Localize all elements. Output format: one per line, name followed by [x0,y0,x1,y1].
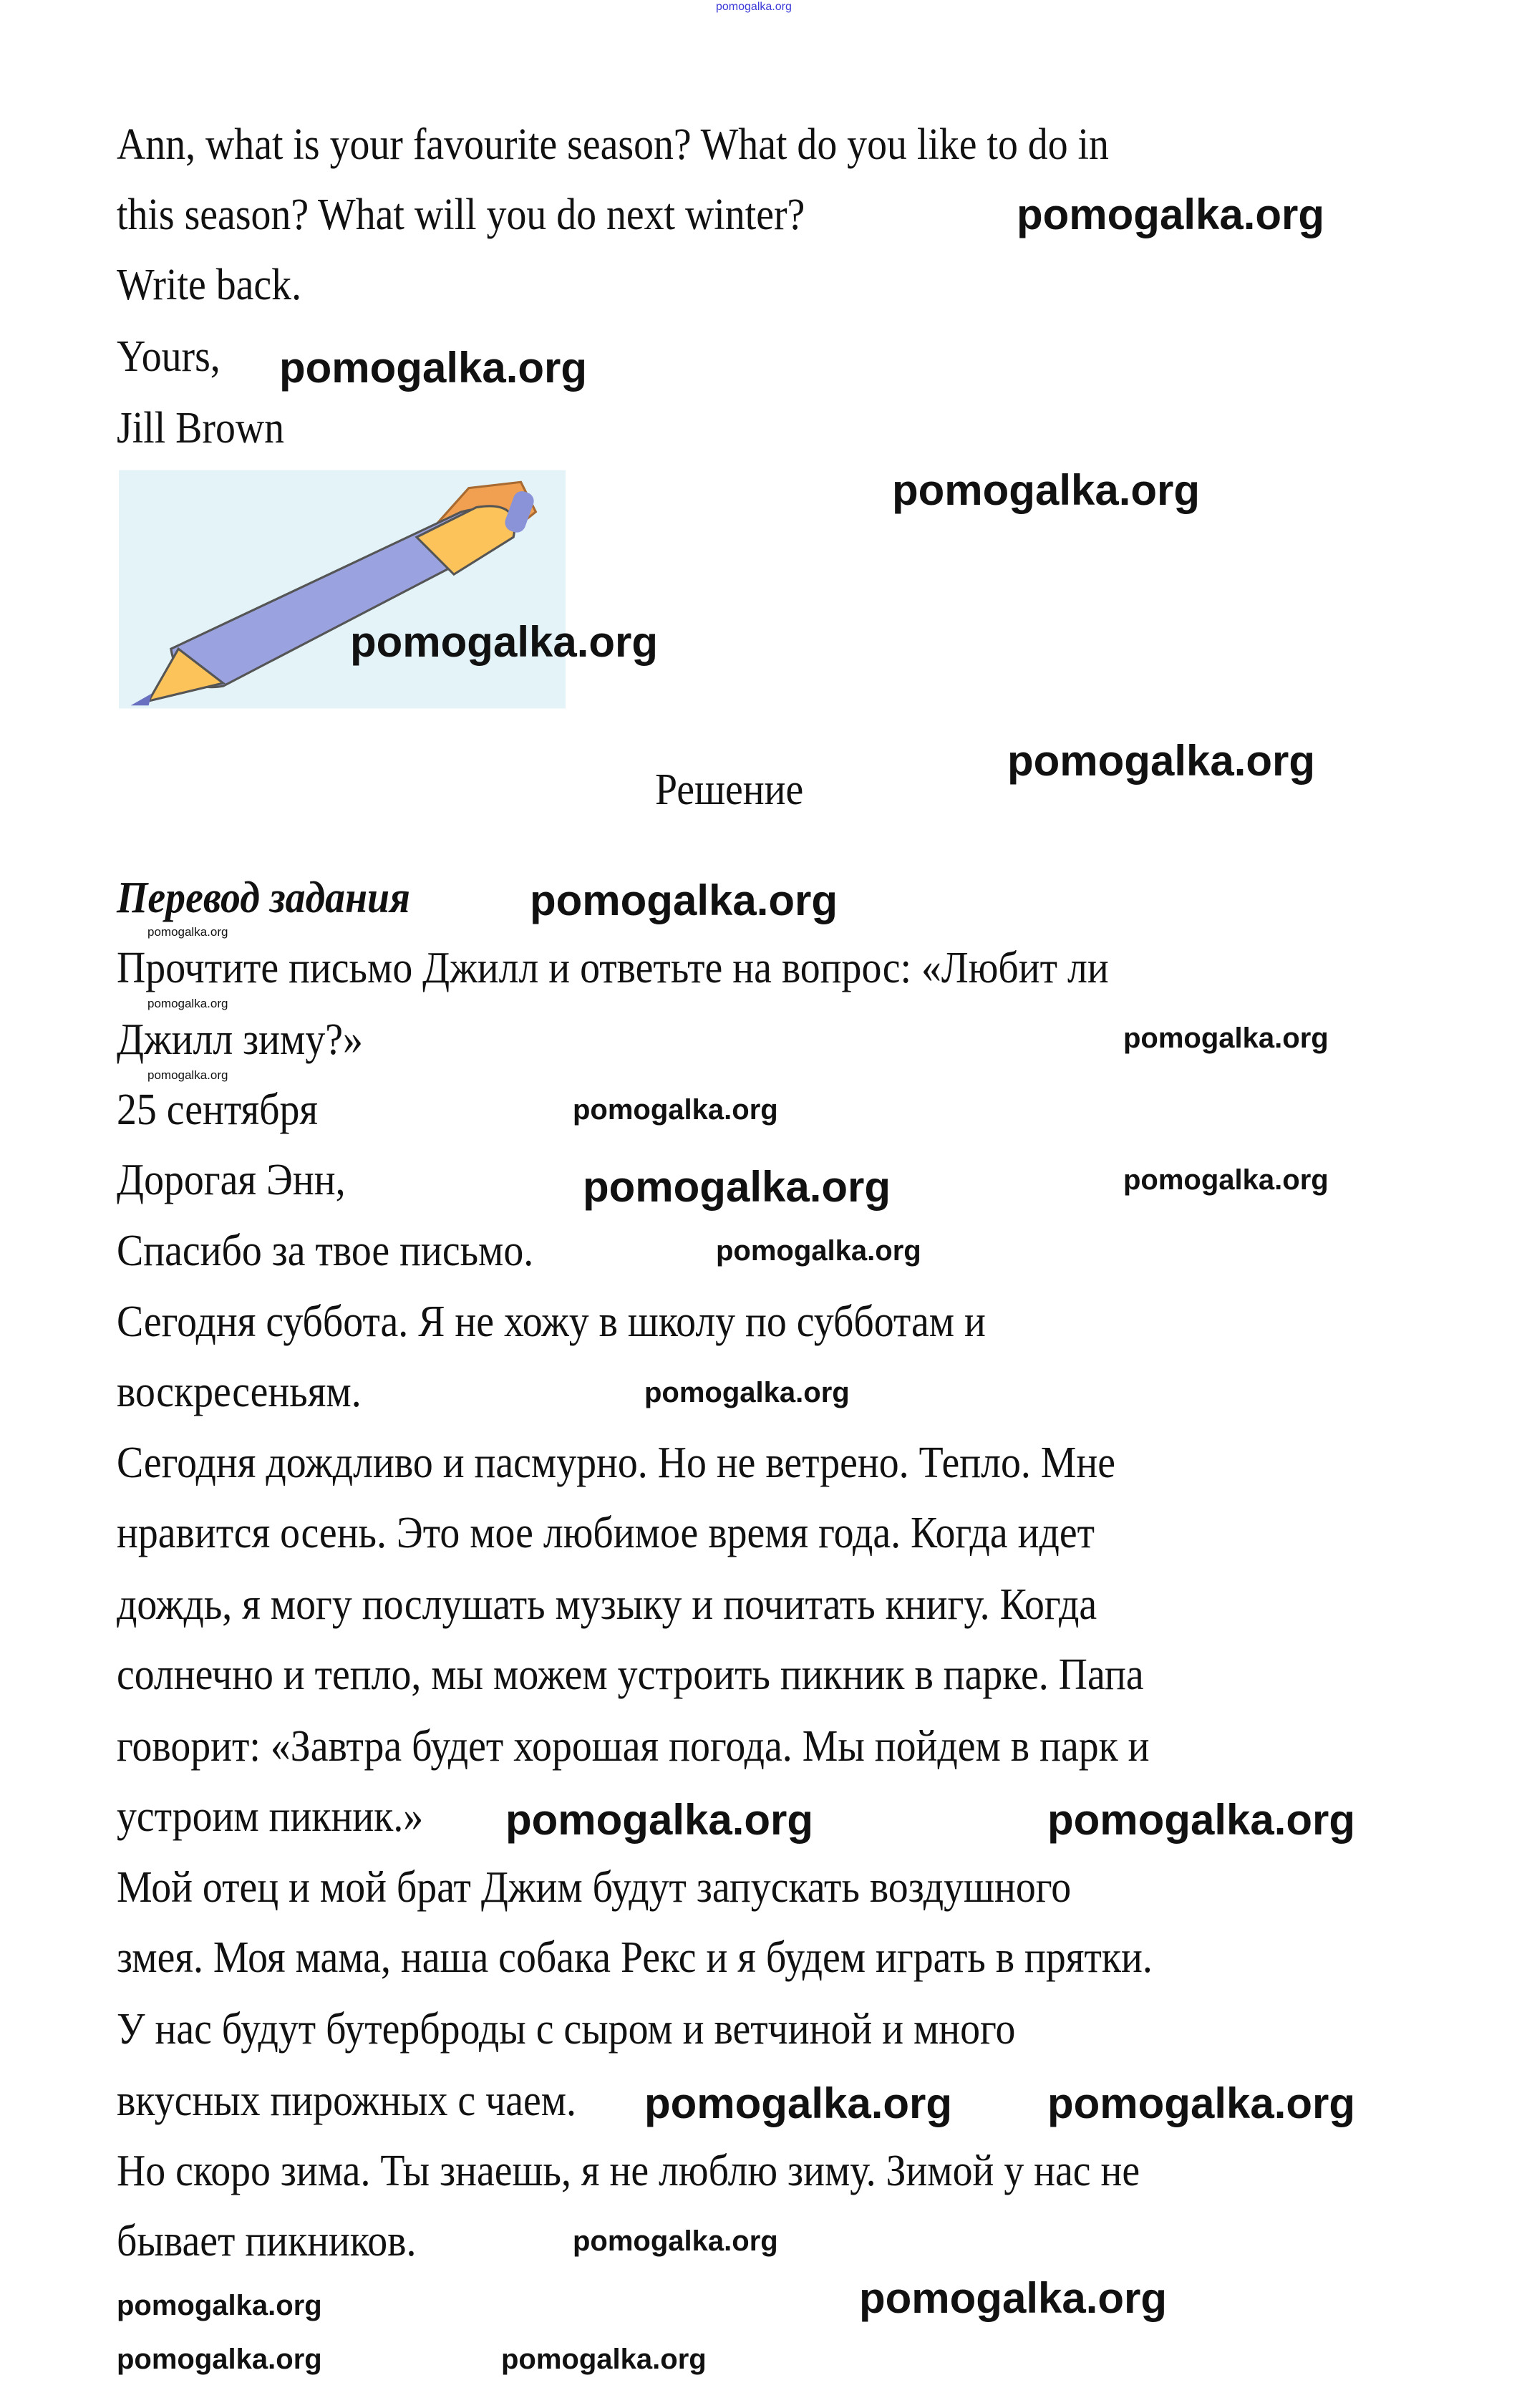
translation-line: Сегодня дождливо и пасмурно. Но не ветрено. Тепло. Мне [117,1438,1116,1487]
pen-illustration [119,469,566,710]
watermark: pomogalka.org [501,2344,707,2375]
watermark: pomogalka.org [644,2079,953,2127]
watermark-top[interactable]: pomogalka.org [716,1,792,13]
translation-line: солнечно и тепло, мы можем устроить пикник в парке. Папа [117,1650,1144,1699]
watermark: pomogalka.org [530,876,838,924]
watermark: pomogalka.org [583,1163,891,1211]
watermark: pomogalka.org [644,1377,850,1408]
translation-line: Дорогая Энн, [117,1156,346,1204]
translation-line: дождь, я могу послушать музыку и почитать книгу. Когда [117,1580,1097,1629]
watermark: pomogalka.org [505,1796,814,1844]
watermark: pomogalka.org [117,2290,322,2321]
solution-heading: Решение [655,765,804,814]
watermark: pomogalka.org [573,1094,778,1126]
translation-line: Джилл зиму?» [117,1015,363,1064]
watermark: pomogalka.org [117,2344,322,2375]
translation-line: Мой отец и мой брат Джим будут запускать воздушного [117,1863,1072,1912]
translation-line: устроим пикник.» [117,1792,424,1841]
watermark: pomogalka.org [1047,2079,1356,2127]
translation-line: вкусных пирожных с чаем. [117,2076,577,2125]
watermark: pomogalka.org [147,1068,228,1082]
translation-line: говорит: «Завтра будет хорошая погода. Мы пойдем в парк и [117,1722,1150,1771]
watermark: pomogalka.org [859,2274,1168,2322]
watermark: pomogalka.org [892,466,1201,514]
translation-line: воскресеньям. [117,1368,362,1416]
translation-heading: Перевод задания [117,874,410,922]
watermark: pomogalka.org [1047,1796,1356,1844]
letter-signature: Jill Brown [117,404,285,453]
translation-line: 25 сентября [117,1085,319,1134]
watermark: pomogalka.org [147,997,228,1010]
translation-line: нравится осень. Это мое любимое время года. Когда идет [117,1509,1095,1557]
watermark: pomogalka.org [1123,1022,1329,1054]
letter-line: Write back. [117,261,302,309]
letter-line: Ann, what is your favourite season? What do you like to do in [117,120,1109,169]
watermark: pomogalka.org [1123,1164,1329,1196]
translation-line: бывает пикников. [117,2217,417,2266]
watermark: pomogalka.org [1017,190,1325,238]
translation-line: змея. Моя мама, наша собака Рекс и я будем играть в прятки. [117,1933,1153,1982]
watermark: pomogalka.org [716,1235,921,1267]
translation-line: Прочтите письмо Джилл и ответьте на вопрос: «Любит ли [117,944,1109,992]
watermark: pomogalka.org [350,618,659,666]
translation-line: Спасибо за твое письмо. [117,1227,534,1275]
watermark: pomogalka.org [573,2225,778,2257]
watermark: pomogalka.org [1007,737,1316,785]
translation-line: Сегодня суббота. Я не хожу в школу по субботам и [117,1297,986,1346]
watermark: pomogalka.org [147,925,228,939]
letter-closing: Yours, [117,332,220,381]
watermark: pomogalka.org [279,344,588,392]
letter-line: this season? What will you do next winter? [117,190,805,239]
translation-line: У нас будут бутерброды с сыром и ветчиной и много [117,2005,1016,2054]
translation-line: Но скоро зима. Ты знаешь, я не люблю зиму. Зимой у нас не [117,2147,1140,2195]
